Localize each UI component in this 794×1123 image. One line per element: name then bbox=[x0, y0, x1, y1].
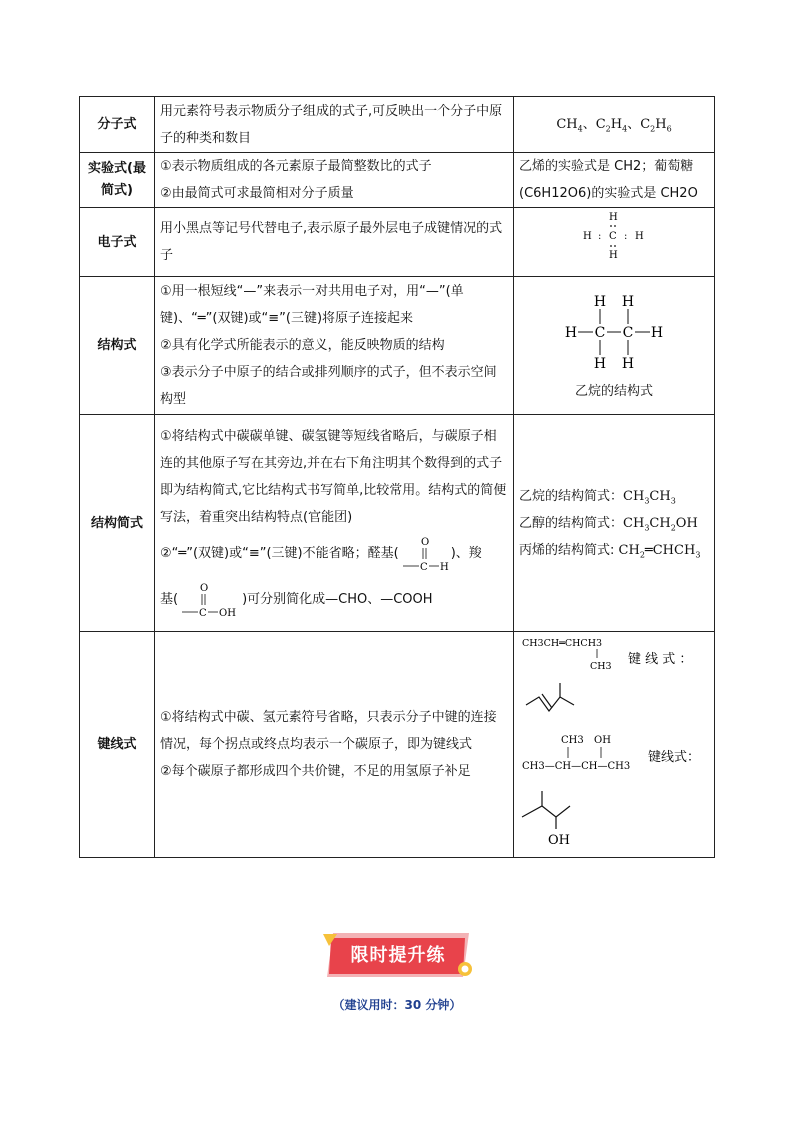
description-text: 基( O C OH )可分别简化成—CHO、—COOH bbox=[160, 577, 508, 623]
description-text: ③表示分子中原子的结合或排列顺序的式子，但不表示空间构型 bbox=[160, 365, 497, 407]
bond-line-label: 键线式： bbox=[648, 749, 701, 765]
carboxyl-group-diagram bbox=[178, 580, 242, 620]
bond-line-label: 键 线 式 ： bbox=[628, 651, 693, 667]
atom-h: H bbox=[609, 250, 618, 261]
row-label: 电子式 bbox=[80, 208, 155, 277]
description-text: ②由最简式可求最简相对分子质量 bbox=[160, 186, 354, 201]
description-text: ①用一根短线“—”来表示一对共用电子对，用“—”(单键)、“═”(双键)或“≡”(三键)将原子连接起来 bbox=[160, 284, 464, 326]
bond-line-examples bbox=[514, 633, 714, 857]
section-banner bbox=[323, 930, 473, 982]
example-text: (C6H12O6)的实验式是 CH2O bbox=[519, 186, 698, 201]
table-row bbox=[80, 208, 715, 277]
aldehyde-group-diagram bbox=[399, 534, 451, 574]
atom-h: H bbox=[564, 324, 578, 341]
atom-h: H bbox=[650, 324, 664, 341]
atom-h: H bbox=[593, 355, 607, 372]
svg-text:H: H bbox=[439, 561, 449, 573]
description-text: ①表示物质组成的各元素原子最简整数比的式子 bbox=[160, 159, 432, 174]
row-description bbox=[155, 632, 514, 858]
formula-text: CH3—CH—CH—CH3 bbox=[522, 760, 631, 772]
electron-dot bbox=[610, 245, 612, 247]
electron-formula-diagram bbox=[579, 208, 649, 266]
row-label: 结构式 bbox=[80, 277, 155, 415]
svg-text:C: C bbox=[419, 561, 428, 573]
row-example bbox=[514, 415, 715, 632]
banner-title: 限时提升练 bbox=[350, 945, 446, 966]
atom-h: H bbox=[609, 212, 618, 223]
electron-dot bbox=[614, 245, 616, 247]
electron-dot bbox=[610, 225, 612, 227]
example-text: 乙烷的结构简式：$CH_3CH_3$ bbox=[519, 488, 676, 506]
row-label: 实验式(最简式) bbox=[80, 153, 155, 208]
svg-text:O: O bbox=[420, 536, 429, 548]
table-row bbox=[80, 415, 715, 632]
svg-text:O: O bbox=[200, 582, 209, 594]
row-description bbox=[155, 97, 514, 153]
row-description bbox=[155, 153, 514, 208]
atom-c: C bbox=[622, 324, 634, 341]
table-row bbox=[80, 277, 715, 415]
row-example bbox=[514, 97, 715, 153]
example-text: 乙烯的实验式是 CH2；葡萄糖 bbox=[519, 159, 694, 174]
description-text: ①将结构式中碳碳单键、碳氢键等短线省略后，与碳原子相连的其他原子写在其旁边,并在右下角注明其个数得到的式子即为结构简式,它比结构式书写简单,比较常用。结构式的简便写法，着重突出结构特点(官能团) bbox=[160, 429, 507, 525]
row-example bbox=[514, 277, 715, 415]
row-example bbox=[514, 632, 715, 858]
row-example bbox=[514, 153, 715, 208]
hydroxyl-label: OH bbox=[548, 832, 570, 848]
example-text: 乙醇的结构简式：$CH_3CH_2OH$ bbox=[519, 515, 698, 533]
bond-line-skeleton-1 bbox=[526, 683, 574, 717]
description-text: ②“═”(双键)或“≡”(三键)不能省略；醛基( O C H )、羧 bbox=[160, 531, 508, 577]
atom-h: H bbox=[621, 355, 635, 372]
electron-dot bbox=[614, 225, 616, 227]
row-label: 结构简式 bbox=[80, 415, 155, 632]
atom-c: C bbox=[594, 324, 606, 341]
chemical-formula-table bbox=[79, 96, 715, 858]
bond-line-skeleton-2 bbox=[522, 791, 570, 829]
description-text: ②每个碳原子都形成四个共价键，不足的用氢原子补足 bbox=[160, 764, 471, 779]
formula-branch: CH3 bbox=[561, 734, 584, 746]
row-description bbox=[155, 415, 514, 632]
atom-h: H bbox=[635, 231, 644, 242]
row-description bbox=[155, 208, 514, 277]
structure-caption: 乙烷的结构式 bbox=[574, 383, 653, 399]
atom-h: H bbox=[593, 293, 607, 310]
description-text: ①将结构式中碳、氢元素符号省略，只表示分子中键的连接情况，每个拐点或终点均表示一个碳原子，即为键线式 bbox=[160, 710, 497, 752]
row-example bbox=[514, 208, 715, 277]
electron-pair: : bbox=[624, 231, 628, 242]
atom-h: H bbox=[583, 231, 592, 242]
description-text: 用元素符号表示物质分子组成的式子,可反映出一个分子中原子的种类和数目 bbox=[160, 103, 503, 146]
table-row bbox=[80, 153, 715, 208]
suggested-time: （建议用时：30 分钟） bbox=[332, 998, 462, 1012]
molecular-formula-rendered: $CH_4$、$C_2H_4$、$C_2H_6$ bbox=[556, 117, 672, 134]
formula-text: CH3CH═CHCH3 bbox=[522, 637, 603, 649]
ethane-structural-formula bbox=[559, 290, 669, 380]
example-text: 丙烯的结构简式: $CH_2═CHCH_3$ bbox=[519, 542, 701, 560]
atom-h: H bbox=[621, 293, 635, 310]
description-text: 用小黑点等记号代替电子,表示原子最外层电子成键情况的式子 bbox=[160, 221, 503, 263]
row-label: 键线式 bbox=[80, 632, 155, 858]
svg-text:OH: OH bbox=[219, 607, 236, 619]
description-text: ②具有化学式所能表示的意义，能反映物质的结构 bbox=[160, 338, 445, 353]
table-row bbox=[80, 632, 715, 858]
formula-branch: CH3 bbox=[590, 660, 612, 672]
row-label: 分子式 bbox=[80, 97, 155, 153]
atom-c: C bbox=[609, 231, 617, 242]
svg-text:C: C bbox=[199, 607, 207, 619]
table-row bbox=[80, 97, 715, 153]
electron-pair: : bbox=[598, 231, 602, 242]
row-description bbox=[155, 277, 514, 415]
formula-branch: OH bbox=[594, 734, 611, 746]
